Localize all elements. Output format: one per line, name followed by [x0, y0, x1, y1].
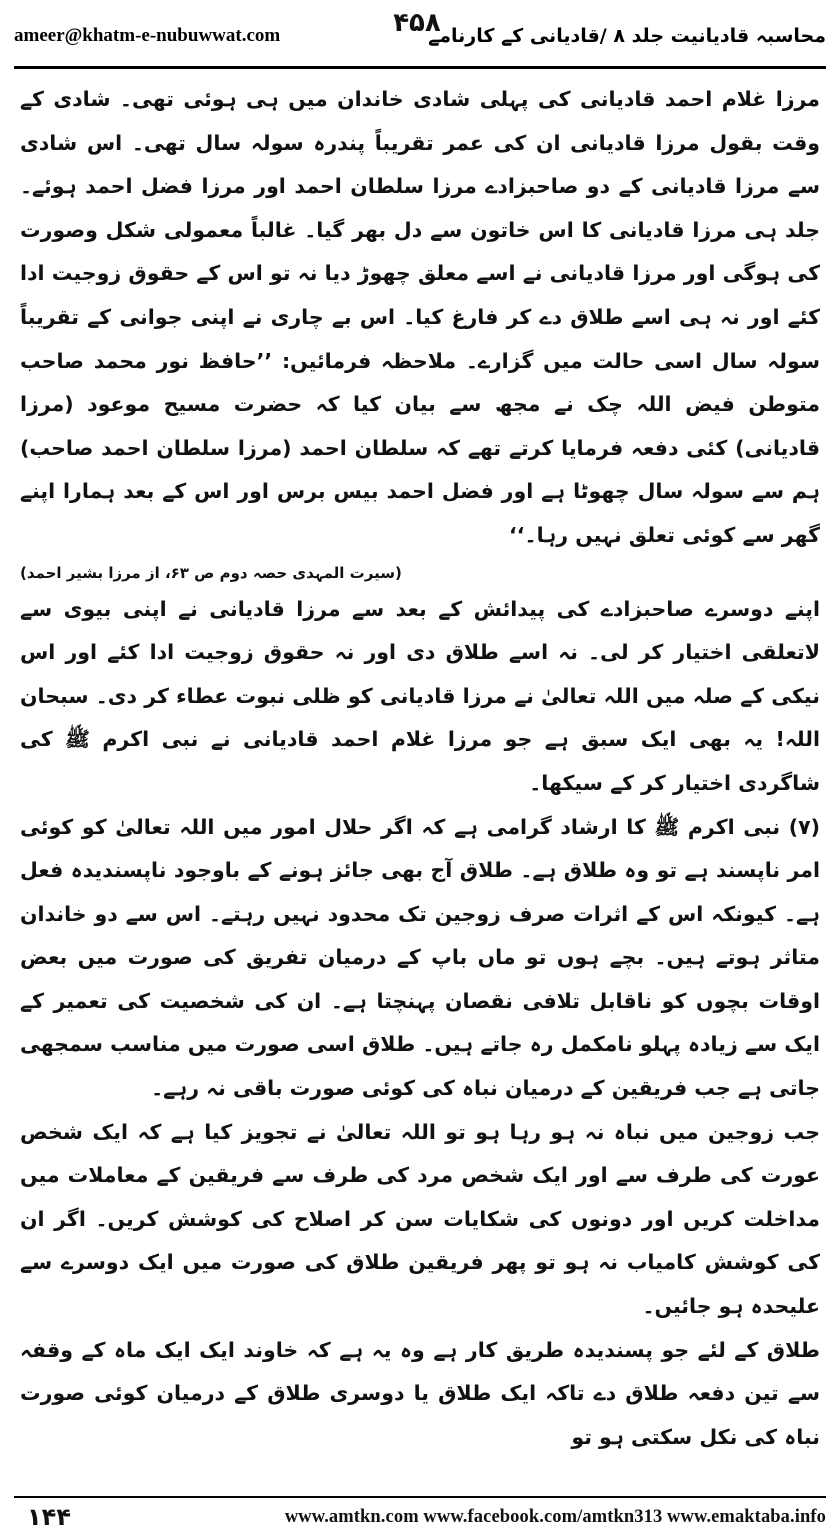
paragraph-3: (۷) نبی اکرم ﷺ کا ارشاد گرامی ہے کہ اگر حلال امور میں اللہ تعالیٰ کو کوئی امر ناپسند ہے تو وہ طلاق ہے۔ طلاق آج بھی جائز ہونے کے باوجود ناپسندیدہ فعل ہے۔ کیونکہ اس کے اثرات صرف زوجین تک محدود نہیں رہتے۔ اس سے دو خاندان متاثر ہوتے ہیں۔ بچے ہوں تو ماں باپ کے درمیان تفریق کی صورت میں بعض اوقات بچوں کو ناقابل تلافی نقصان پہنچتا ہے۔ ان کی شخصیت کی تعمیر کے ایک سے زیادہ پہلو نامکمل رہ جاتے ہیں۔ طلاق اسی صورت میں مناسب سمجھی جاتی ہے جب فریقین کے درمیان نباہ کی کوئی صورت باقی نہ رہے۔ — [20, 814, 820, 1101]
footer-rule — [14, 1496, 826, 1498]
header-email[interactable]: ameer@khatm-e-nubuwwat.com — [14, 25, 281, 46]
header-rule — [14, 66, 826, 69]
citation: (سیرت المہدی حصہ دوم ص ۶۳، از مرزا بشیر احمد) — [20, 563, 402, 582]
paragraph-5: طلاق کے لئے جو پسندیدہ طریق کار ہے وہ یہ ہے کہ خاوند ایک ایک ماہ کے وقفہ سے تین دفعہ طلاق دے تاکہ ایک طلاق یا دوسری طلاق کے درمیان کوئی صورت نباہ کی نکل سکتی ہو تو — [20, 1337, 820, 1449]
footer-urls[interactable]: www.amtkn.com www.facebook.com/amtkn313 www.emaktaba.info — [284, 1506, 826, 1527]
paragraph-4: جب زوجین میں نباہ نہ ہو رہا ہو تو اللہ تعالیٰ نے تجویز کیا ہے کہ ایک شخص عورت کی طرف سے اور ایک شخص مرد کی طرف سے فریقین کے معاملات میں مداخلت کریں اور دونوں کی شکایات سن کر اصلاح کی کوشش کریں۔ اگر ان کی کوشش کامیاب نہ ہو تو پھر فریقین طلاق کی صورت میں ایک دوسرے سے علیحدہ ہو جائیں۔ — [20, 1119, 820, 1319]
page-footer — [14, 1500, 826, 1534]
page-body — [20, 78, 820, 1470]
citation-row — [20, 558, 820, 588]
running-title: محاسبہ قادیانیت جلد ۸ /قادیانی کے کارنامے — [428, 25, 826, 47]
sheet-number: ۱۴۴ — [27, 1503, 71, 1531]
paragraph-2: اپنے دوسرے صاحبزادے کی پیدائش کے بعد سے مرزا قادیانی نے اپنی بیوی سے لاتعلقی اختیار کر لی۔ نہ اسے طلاق دی اور نہ حقوق زوجیت ادا کئے اور اس نیکی کے صلہ میں اللہ تعالیٰ نے مرزا قادیانی کو ظلی نبوت عطاء کر دی۔ سبحان اللہ! یہ بھی ایک سبق ہے جو مرزا غلام احمد قادیانی نے نبی اکرم ﷺ کی شاگردی اختیار کر کے سیکھا۔ — [20, 596, 820, 795]
paragraph-1: مرزا غلام احمد قادیانی کی پہلی شادی خاندان میں ہی ہوئی تھی۔ شادی کے وقت بقول مرزا قادیانی ان کی عمر تقریباً پندرہ سولہ سال تھی۔ اس شادی سے مرزا قادیانی کے دو صاحبزادے مرزا سلطان احمد اور مرزا فضل احمد ہوئے۔ جلد ہی مرزا قادیانی کا اس خاتون سے دل بھر گیا۔ غالباً معمولی شکل وصورت کی ہوگی اور مرزا قادیانی نے اسے معلق چھوڑ دیا نہ تو اس کے حقوق زوجیت ادا کئے اور نہ ہی اسے طلاق دے کر فارغ کیا۔ اس بے چاری نے اپنی جوانی کے تقریباً سولہ سال اسی حالت میں گزارے۔ ملاحظہ فرمائیں: ’’حافظ نور محمد صاحب متوطن فیض اللہ چک نے مجھ سے بیان کیا کہ حضرت مسیح موعود (مرزا قادیانی) کئی دفعہ فرمایا کرتے تھے کہ سلطان احمد (مرزا سلطان احمد صاحب) ہم سے سولہ سال چھوٹا ہے اور فضل احمد بیس برس اور اس کے بعد ہمارا اپنے گھر سے کوئی تعلق نہیں رہا۔‘‘ — [20, 87, 820, 547]
page-number: ۴۵۸ — [393, 8, 441, 38]
